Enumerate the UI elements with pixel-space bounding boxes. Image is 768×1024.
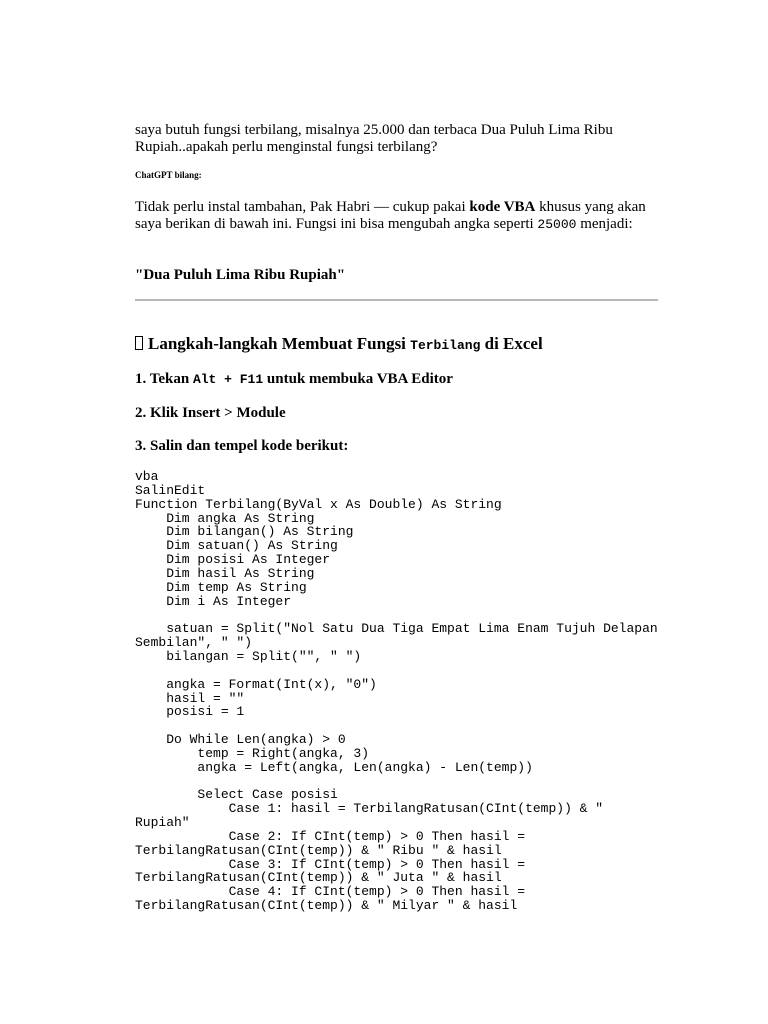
section-heading-code: Terbilang bbox=[410, 338, 481, 353]
step-1 bbox=[135, 371, 453, 388]
user-message: saya butuh fungsi terbilang, misalnya 25.000 dan terbaca Dua Puluh Lima Ribu Rupiah..apakah perlu menginstal fungsi terbilang? bbox=[135, 122, 613, 155]
reply-text-2: khusus yang akan saya berikan di bawah ini. Fungsi ini bisa mengubah angka seperti bbox=[135, 199, 646, 232]
speaker-label: ChatGPT bilang: bbox=[135, 170, 202, 180]
section-heading-text-pre: Langkah-langkah Membuat Fungsi bbox=[148, 334, 411, 353]
step-1-text-post: untuk membuka VBA Editor bbox=[263, 371, 453, 387]
step-1-text-pre: 1. Tekan bbox=[135, 371, 193, 387]
reply-inline-code: 25000 bbox=[537, 217, 577, 232]
step-3: 3. Salin dan tempel kode berikut: bbox=[135, 438, 349, 454]
step-2: 2. Klik Insert > Module bbox=[135, 405, 286, 421]
vba-code-block: vba SalinEdit Function Terbilang(ByVal x As Double) As String Dim angka As String Dim bilangan() As String Dim satuan() As String Dim posisi As Integer Dim hasil As String Dim temp As String Dim i As Integer satuan = Split("Nol Satu Dua Tiga Empat Lima Enam Tujuh Delapan Sembilan", " ") bilangan = Split("", " ") angka = Format(Int(x), "0") hasil = "" posisi = 1 Do While Len(angka) > 0 temp = Right(angka, 3) angka = Left(angka, Len(angka) - Len(temp)) Select Case posisi Case 1: hasil = TerbilangRatusan(CInt(temp)) & " Rupiah" Case 2: If CInt(temp) > 0 Then hasil = TerbilangRatusan(CInt(temp)) & " Ribu " & hasil Case 3: If CInt(temp) > 0 Then hasil = TerbilangRatusan(CInt(temp)) & " Juta " & hasil Case 4: If CInt(temp) > 0 Then hasil = TerbilangRatusan(CInt(temp)) & " Milyar " & hasil bbox=[135, 469, 658, 914]
horizontal-divider bbox=[135, 299, 658, 301]
section-heading-text-post: di Excel bbox=[480, 334, 543, 353]
step-1-code: Alt + F11 bbox=[192, 372, 264, 387]
quoted-result: "Dua Puluh Lima Ribu Rupiah" bbox=[135, 267, 346, 283]
box-glyph-icon bbox=[135, 336, 143, 350]
reply-bold-text: kode VBA bbox=[469, 199, 536, 215]
section-heading bbox=[135, 334, 543, 356]
reply-text-3: menjadi: bbox=[576, 216, 633, 232]
reply-text-1: Tidak perlu instal tambahan, Pak Habri — cukup pakai bbox=[135, 199, 470, 215]
reply-paragraph bbox=[135, 199, 660, 233]
